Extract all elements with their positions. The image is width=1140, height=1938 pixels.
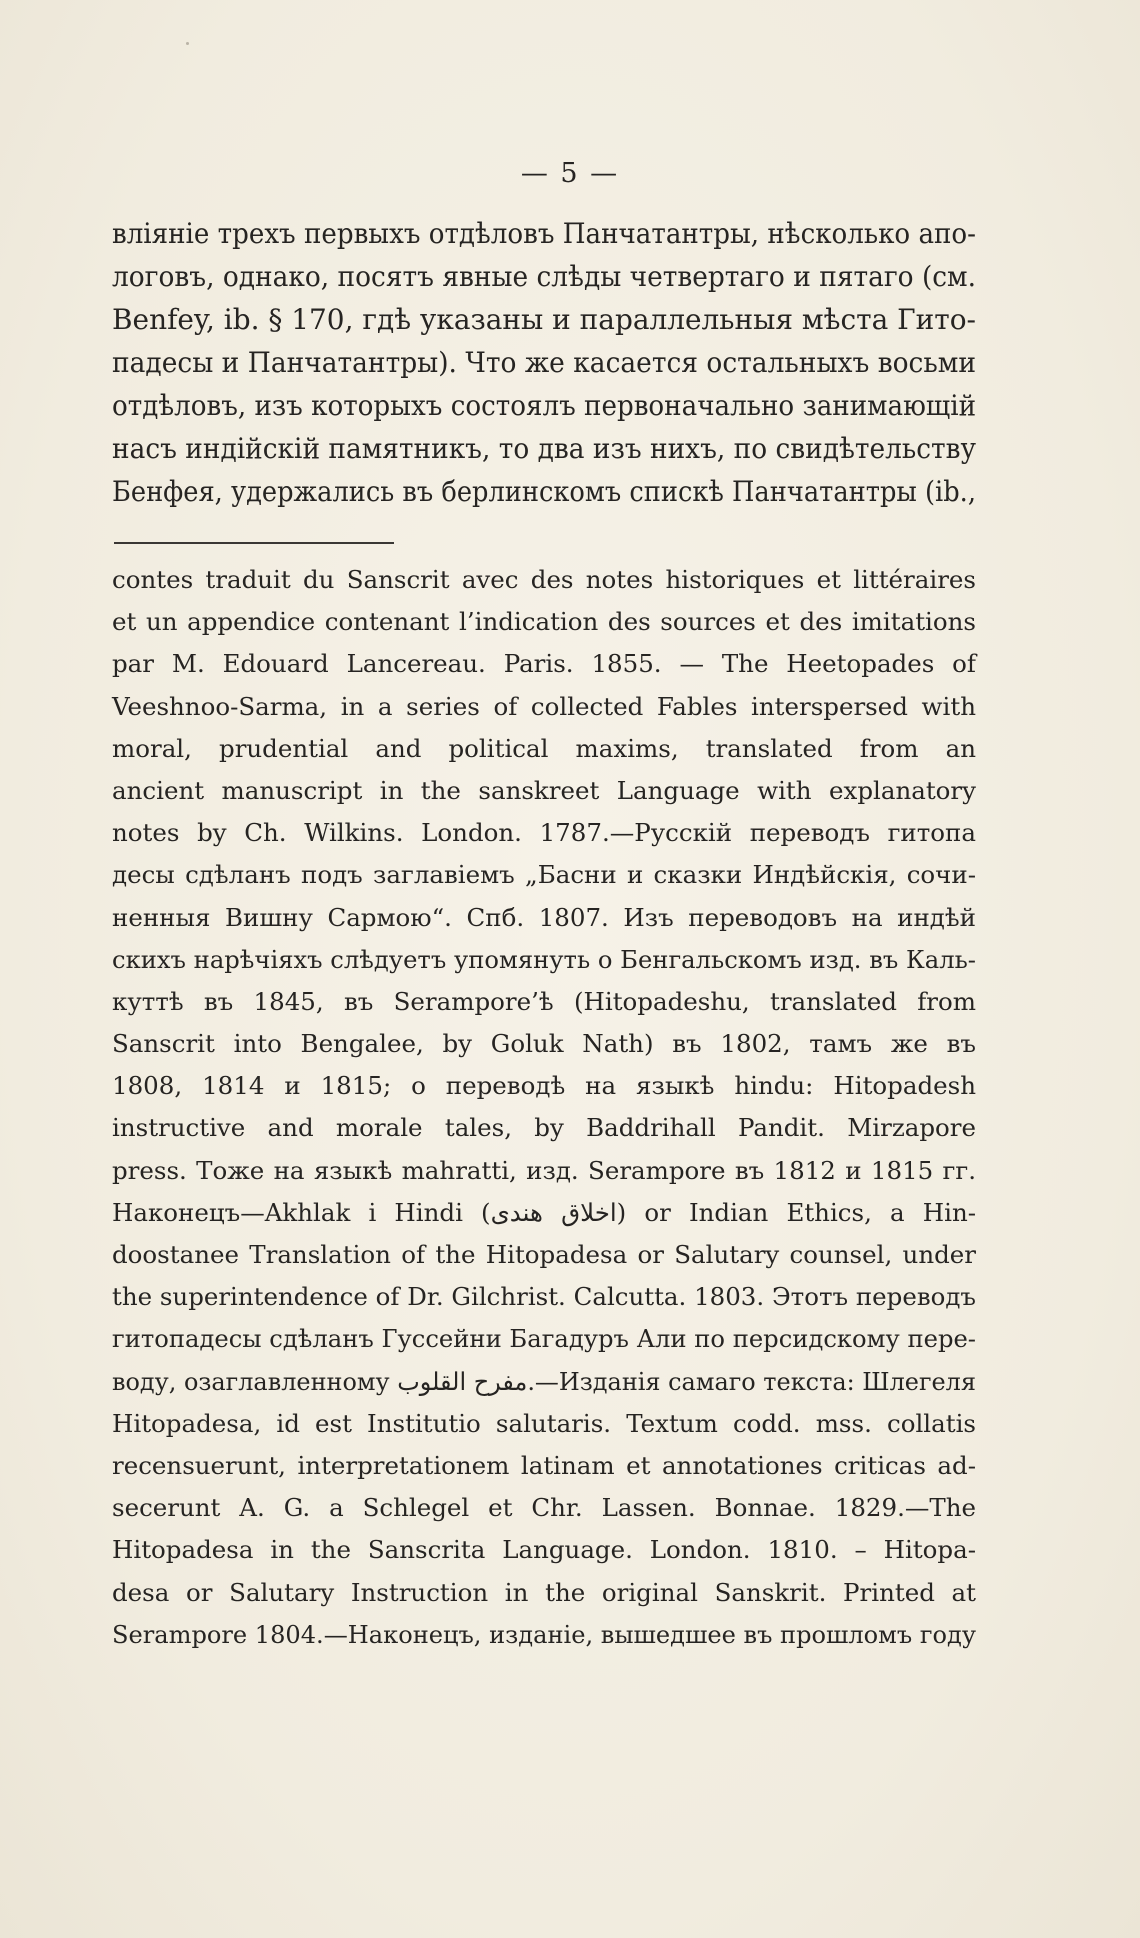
footnote-line: ненныя Вишну Сармою“. Спб. 1807. Изъ переводовъ на индѣй <box>112 902 976 932</box>
footnote-line: Hitopadesa, id est Institutio salutaris. Textum codd. mss. collatis <box>112 1408 976 1438</box>
footnote-line: doostanee Translation of the Hitopadesa or Salutary counsel, under <box>112 1240 976 1269</box>
footnote-line: par M. Edouard Lancereau. Paris. 1855. — The Heetopades of <box>112 649 976 679</box>
footnote-line: десы сдѣланъ подъ заглавіемъ „Басни и сказки Индѣйскія, сочи- <box>112 860 976 890</box>
main-text <box>112 212 976 513</box>
text-line: насъ индійскій памятникъ, то два изъ нихъ, по свидѣтельству <box>112 432 976 465</box>
text-line: падесы и Панчатантры). Что же касается остальныхъ восьми <box>112 346 976 379</box>
footnote-line: recensuerunt, interpretationem latinam et annotationes criticas ad- <box>112 1450 976 1480</box>
text-line: вліяніе трехъ первыхъ отдѣловъ Панчатантры, нѣсколько апо- <box>112 217 976 250</box>
footnote-line: secerunt A. G. a Schlegel et Chr. Lassen. Bonnae. 1829.—The <box>112 1493 976 1523</box>
footnote <box>112 559 976 1656</box>
page-number: — 5 — <box>520 158 620 189</box>
text-line: отдѣловъ, изъ которыхъ состоялъ первоначально занимающій <box>112 389 976 422</box>
footnote-line: desa or Salutary Instruction in the original Sanskrit. Printed at <box>112 1577 976 1607</box>
footnote-line: куттѣ въ 1845, въ Serampore’ѣ (Hitopadeshu, translated from <box>112 986 976 1016</box>
text-line: Benfey, ib. § 170, гдѣ указаны и параллельныя мѣста Гито- <box>112 303 976 336</box>
footnote-separator <box>114 542 394 544</box>
footnote-line: et un appendice contenant l’indication des sources et des imitations <box>112 607 976 637</box>
paper-speck <box>186 42 189 45</box>
footnote-line: notes by Ch. Wilkins. London. 1787.—Русскій переводъ гитопа <box>112 818 976 848</box>
footnote-line: ancient manuscript in the sanskreet Language with explanatory <box>112 775 976 805</box>
footnote-line: гитопадесы сдѣланъ Гуссейни Багадуръ Али по персидскому пере- <box>112 1324 976 1354</box>
footnote-line: Sanscrit into Bengalee, by Goluk Nath) въ 1802, тамъ же въ <box>112 1029 976 1059</box>
footnote-line: Veeshnoo-Sarma, in a series of collected Fables interspersed with <box>112 691 976 721</box>
footnote-line: instructive and morale tales, by Baddrihall Pandit. Mirzapore <box>112 1113 976 1143</box>
footnote-line: воду, озаглавленному مفرح القلوب.—Изданія самаго текста: Шлегеля <box>112 1366 976 1396</box>
footnote-line: contes traduit du Sanscrit avec des notes historiques et littéraires <box>112 565 976 594</box>
footnote-line: press. Тоже на языкѣ mahratti, изд. Serampore въ 1812 и 1815 гг. <box>112 1155 976 1185</box>
footnote-line: Наконецъ—Akhlak i Hindi (اخلاق هندی) or Indian Ethics, a Hin- <box>112 1197 976 1227</box>
footnote-line: Serampore 1804.—Наконецъ, изданіе, вышедшее въ прошломъ году <box>112 1619 976 1649</box>
footnote-line: скихъ нарѣчіяхъ слѣдуетъ упомянуть о Бенгальскомъ изд. въ Каль- <box>112 944 976 974</box>
footnote-line: moral, prudential and political maxims, translated from an <box>112 733 976 763</box>
footnote-line: 1808, 1814 и 1815; о переводѣ на языкѣ hindu: Hitopadesh <box>112 1071 976 1101</box>
text-line: логовъ, однако, посятъ явные слѣды четвертаго и пятаго (см. <box>112 260 976 293</box>
text-line: Бенфея, удержались въ берлинскомъ спискѣ Панчатантры (ib., <box>112 475 976 508</box>
footnote-line: the superintendence of Dr. Gilchrist. Calcutta. 1803. Этотъ переводъ <box>112 1282 976 1312</box>
footnote-line: Hitopadesa in the Sanscrita Language. London. 1810. – Hitopa- <box>112 1535 976 1565</box>
